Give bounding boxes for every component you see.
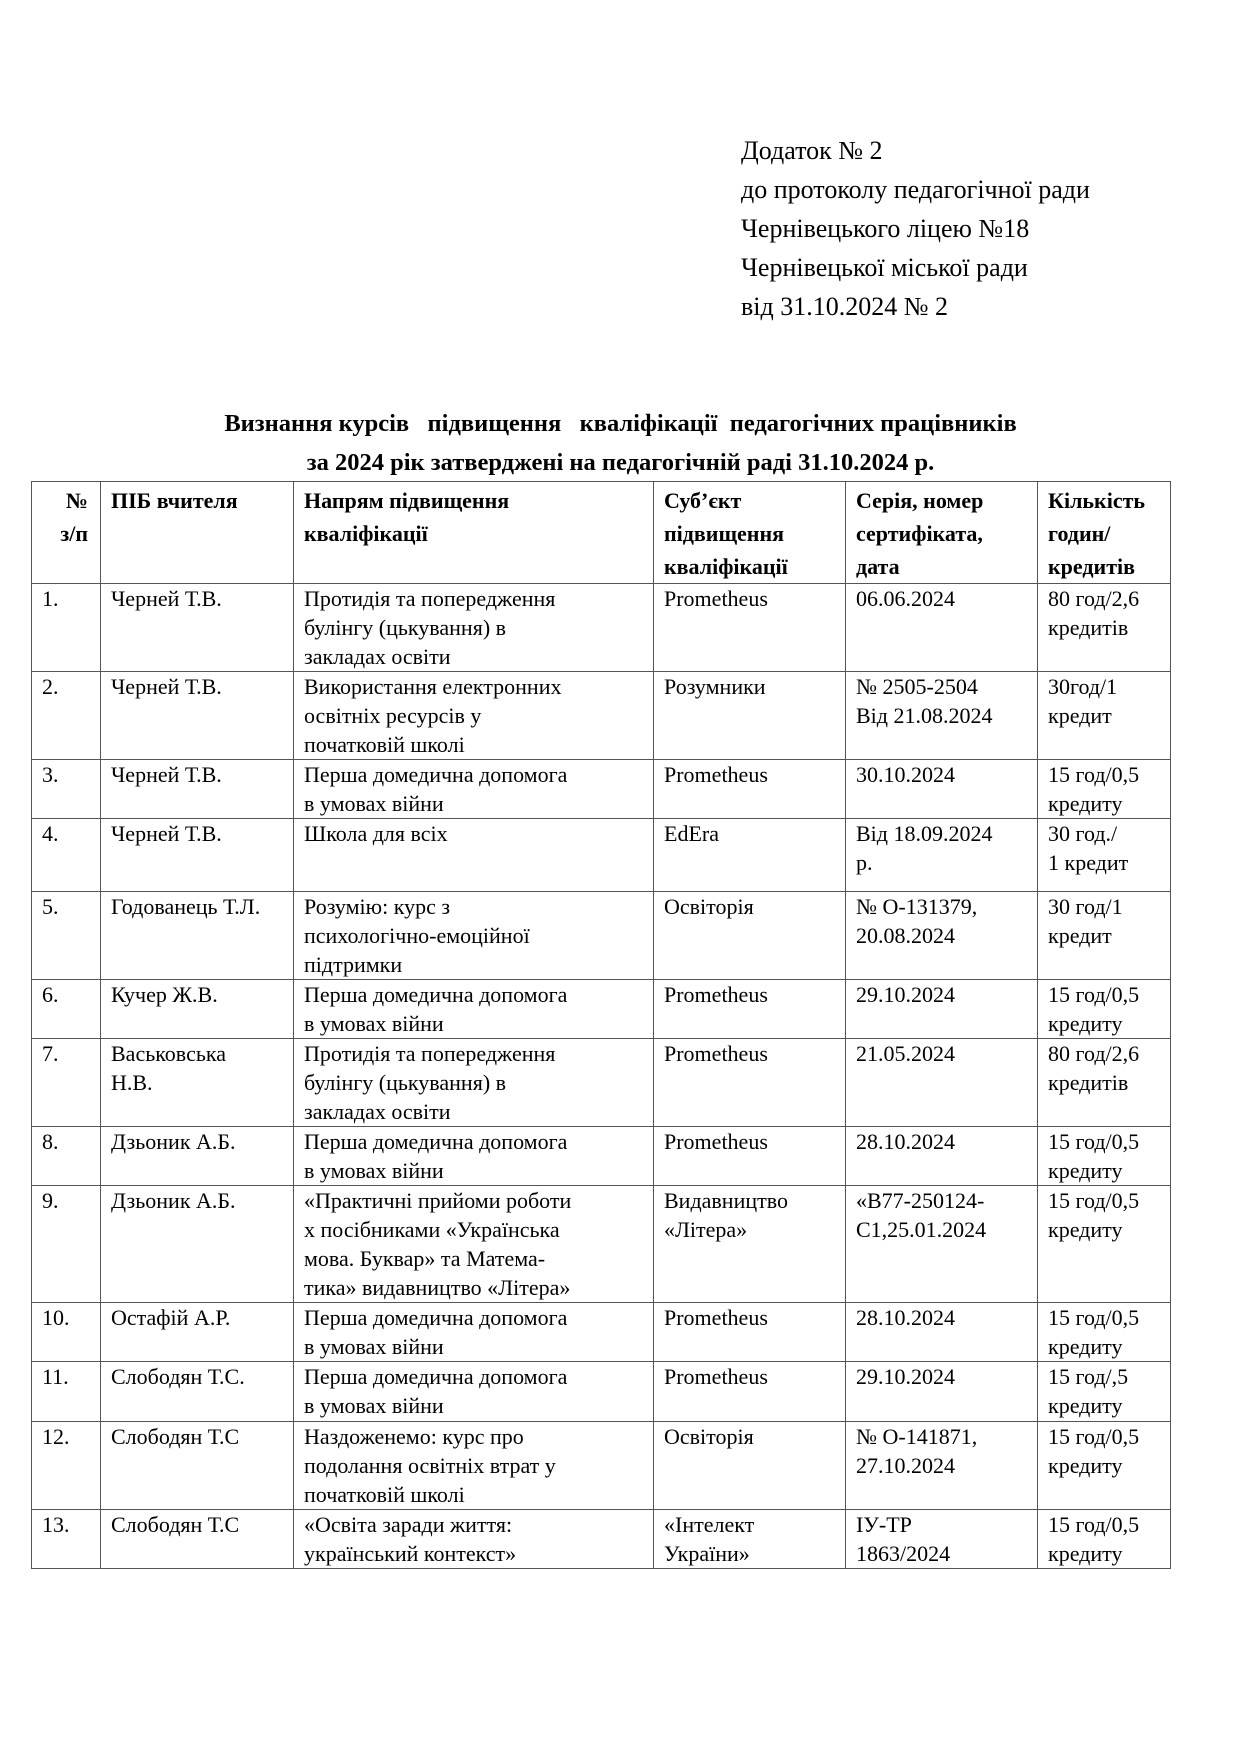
- row-number: 13.: [32, 1510, 101, 1569]
- table-row: [32, 1186, 1171, 1303]
- provider: Prometheus: [654, 1303, 846, 1362]
- header-hours-credits: Кількість годин/ кредитів: [1038, 482, 1171, 584]
- teacher-name: Черней Т.В.: [101, 584, 294, 672]
- course-direction: Протидія та попередження булінгу (цькування) в закладах освіти: [294, 584, 654, 672]
- teacher-name: Дзьоник А.Б.: [101, 1127, 294, 1186]
- course-direction: «Освіта заради життя: український контекст»: [294, 1510, 654, 1569]
- appendix-line: Чернівецької міської ради: [741, 253, 1028, 282]
- certificate: № О-131379, 20.08.2024: [846, 892, 1038, 980]
- header-teacher-name: ПІБ вчителя: [101, 482, 294, 584]
- title-line-1: Визнання курсів підвищення кваліфікації педагогічних працівників: [224, 410, 1017, 437]
- certificate: ІУ-ТР 1863/2024: [846, 1510, 1038, 1569]
- teacher-name: Васьковська Н.В.: [101, 1039, 294, 1127]
- row-number: 3.: [32, 760, 101, 819]
- certificate: № 2505-2504 Від 21.08.2024: [846, 672, 1038, 760]
- course-direction: Перша домедична допомога в умовах війни: [294, 1303, 654, 1362]
- table-row: [32, 1362, 1171, 1422]
- table-row: [32, 1303, 1171, 1362]
- row-number: 12.: [32, 1422, 101, 1510]
- provider: Prometheus: [654, 980, 846, 1039]
- provider: Prometheus: [654, 1039, 846, 1127]
- certificate: 21.05.2024: [846, 1039, 1038, 1127]
- teacher-name: Слободян Т.С: [101, 1510, 294, 1569]
- hours-credits: 30год/1 кредит: [1038, 672, 1171, 760]
- table-row: [32, 819, 1171, 892]
- certificate: 28.10.2024: [846, 1127, 1038, 1186]
- table-body: [32, 584, 1171, 1569]
- teacher-name: Остафій А.Р.: [101, 1303, 294, 1362]
- certificate: «В77-250124- С1,25.01.2024: [846, 1186, 1038, 1303]
- hours-credits: 15 год/0,5 кредиту: [1038, 760, 1171, 819]
- teacher-name: Слободян Т.С.: [101, 1362, 294, 1422]
- certificate: 29.10.2024: [846, 980, 1038, 1039]
- certificate: № О-141871, 27.10.2024: [846, 1422, 1038, 1510]
- row-number: 2.: [32, 672, 101, 760]
- hours-credits: 15 год/0,5 кредиту: [1038, 1510, 1171, 1569]
- appendix-line: до протоколу педагогічної ради: [741, 175, 1090, 204]
- provider: Prometheus: [654, 760, 846, 819]
- course-direction: Перша домедична допомога в умовах війни: [294, 760, 654, 819]
- teacher-name: Слободян Т.С: [101, 1422, 294, 1510]
- certificate: Від 18.09.2024 р.: [846, 819, 1038, 892]
- provider: Освіторія: [654, 1422, 846, 1510]
- row-number: 8.: [32, 1127, 101, 1186]
- certificate: 29.10.2024: [846, 1362, 1038, 1422]
- teacher-name: Дзьоник А.Б.: [101, 1186, 294, 1303]
- appendix-line: Додаток № 2: [741, 136, 883, 165]
- provider: Prometheus: [654, 1362, 846, 1422]
- course-direction: Перша домедична допомога в умовах війни: [294, 1127, 654, 1186]
- hours-credits: 30 год/1 кредит: [1038, 892, 1171, 980]
- teacher-name: Годованець Т.Л.: [101, 892, 294, 980]
- hours-credits: 15 год/0,5 кредиту: [1038, 980, 1171, 1039]
- row-number: 6.: [32, 980, 101, 1039]
- row-number: 5.: [32, 892, 101, 980]
- course-direction: Наздоженемо: курс про подолання освітніх втрат у початковій школі: [294, 1422, 654, 1510]
- appendix-line: Чернівецького ліцею №18: [741, 214, 1030, 243]
- teacher-name: Черней Т.В.: [101, 672, 294, 760]
- provider: Освіторія: [654, 892, 846, 980]
- header-provider: Суб’єкт підвищення кваліфікації: [654, 482, 846, 584]
- course-direction: Перша домедична допомога в умовах війни: [294, 980, 654, 1039]
- header-course-direction: Напрям підвищення кваліфікації: [294, 482, 654, 584]
- certificate: 28.10.2024: [846, 1303, 1038, 1362]
- table-row: [32, 672, 1171, 760]
- row-number: 7.: [32, 1039, 101, 1127]
- document-title: [0, 404, 1241, 482]
- table-row: [32, 1510, 1171, 1569]
- table-row: [32, 760, 1171, 819]
- header-number: № з/п: [32, 482, 101, 584]
- appendix-line: від 31.10.2024 № 2: [741, 292, 949, 321]
- appendix-header: [741, 131, 1090, 326]
- provider: «Інтелект України»: [654, 1510, 846, 1569]
- hours-credits: 30 год./ 1 кредит: [1038, 819, 1171, 892]
- table-row: [32, 1422, 1171, 1510]
- title-line-2: за 2024 рік затверджені на педагогічній раді 31.10.2024 р.: [306, 449, 935, 476]
- row-number: 11.: [32, 1362, 101, 1422]
- course-direction: Школа для всіх: [294, 819, 654, 892]
- table-row: [32, 980, 1171, 1039]
- hours-credits: 15 год/0,5 кредиту: [1038, 1422, 1171, 1510]
- table-row: [32, 892, 1171, 980]
- hours-credits: 15 год/0,5 кредиту: [1038, 1127, 1171, 1186]
- table-row: [32, 584, 1171, 672]
- header-certificate: Серія, номер сертифіката, дата: [846, 482, 1038, 584]
- courses-table: [31, 481, 1171, 1569]
- provider: EdEra: [654, 819, 846, 892]
- certificate: 06.06.2024: [846, 584, 1038, 672]
- course-direction: Використання електронних освітніх ресурсів у початковій школі: [294, 672, 654, 760]
- certificate: 30.10.2024: [846, 760, 1038, 819]
- teacher-name: Черней Т.В.: [101, 819, 294, 892]
- table-header-row: [32, 482, 1171, 584]
- provider: Prometheus: [654, 584, 846, 672]
- hours-credits: 15 год/0,5 кредиту: [1038, 1186, 1171, 1303]
- provider: Видавництво «Літера»: [654, 1186, 846, 1303]
- hours-credits: 15 год/,5 кредиту: [1038, 1362, 1171, 1422]
- course-direction: Розумію: курс з психологічно-емоційної підтримки: [294, 892, 654, 980]
- table-row: [32, 1127, 1171, 1186]
- provider: Розумники: [654, 672, 846, 760]
- course-direction: «Практичні прийоми роботи х посібниками «Українська мова. Буквар» та Матема- тика» видавництво «Літера»: [294, 1186, 654, 1303]
- table-row: [32, 1039, 1171, 1127]
- teacher-name: Черней Т.В.: [101, 760, 294, 819]
- hours-credits: 15 год/0,5 кредиту: [1038, 1303, 1171, 1362]
- hours-credits: 80 год/2,6 кредитів: [1038, 1039, 1171, 1127]
- row-number: 4.: [32, 819, 101, 892]
- course-direction: Перша домедична допомога в умовах війни: [294, 1362, 654, 1422]
- hours-credits: 80 год/2,6 кредитів: [1038, 584, 1171, 672]
- teacher-name: Кучер Ж.В.: [101, 980, 294, 1039]
- course-direction: Протидія та попередження булінгу (цькування) в закладах освіти: [294, 1039, 654, 1127]
- row-number: 9.: [32, 1186, 101, 1303]
- provider: Prometheus: [654, 1127, 846, 1186]
- row-number: 1.: [32, 584, 101, 672]
- row-number: 10.: [32, 1303, 101, 1362]
